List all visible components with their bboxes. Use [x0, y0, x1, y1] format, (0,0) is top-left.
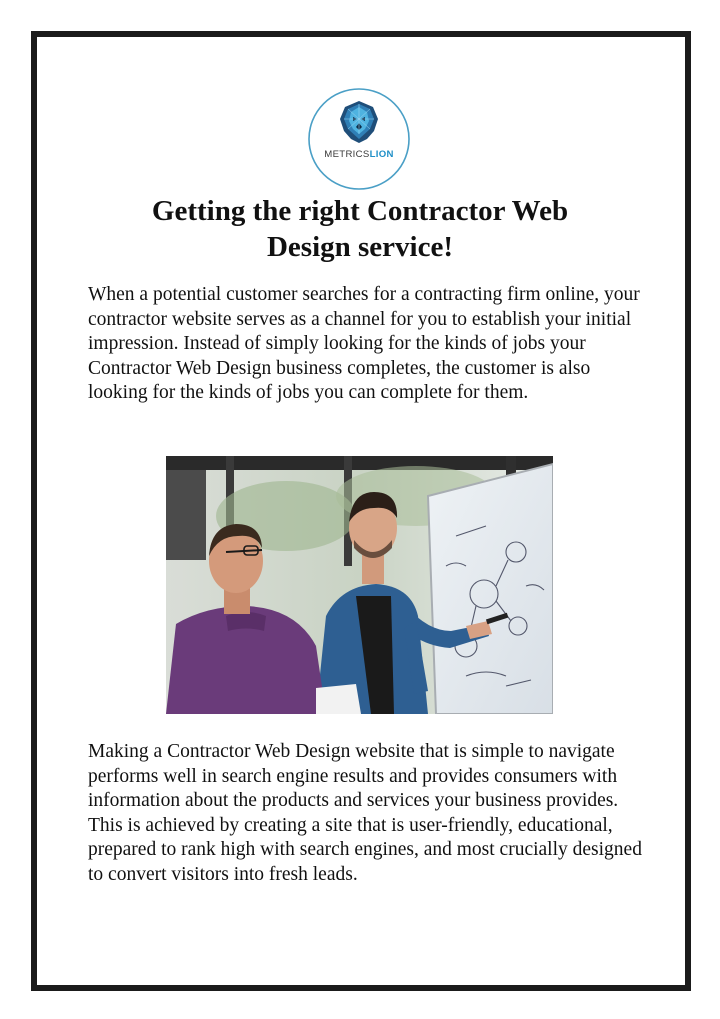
lion-head-icon — [307, 87, 411, 191]
two-men-whiteboard-meeting-photo — [166, 456, 553, 714]
logo-text-metrics: METRICS — [324, 149, 370, 160]
metricslion-logo — [307, 87, 411, 191]
intro-paragraph: When a potential customer searches for a contracting firm online, your contractor website serves as a channel for you to establish your initial impression. Instead of simply looking for the kinds of jobs your Contractor Web Design business completes, the customer is also looking for the kinds of jobs you can complete for them. — [88, 284, 640, 404]
page-title — [90, 193, 630, 265]
svg-text:METRICSLION — [324, 149, 393, 160]
title-line-2: Design service! — [266, 231, 454, 263]
title-line-1: Getting the right Contractor Web — [151, 195, 569, 227]
logo-text-lion: LION — [369, 149, 394, 160]
body-paragraph: Making a Contractor Web Design website that is simple to navigate performs well in search engine results and provides consumers with information about the products and services your business provides. This is achieved by creating a site that is user-friendly, educational, prepared to rank high with search engines, and most crucially designed to convert visitors into fresh leads. — [88, 741, 642, 885]
